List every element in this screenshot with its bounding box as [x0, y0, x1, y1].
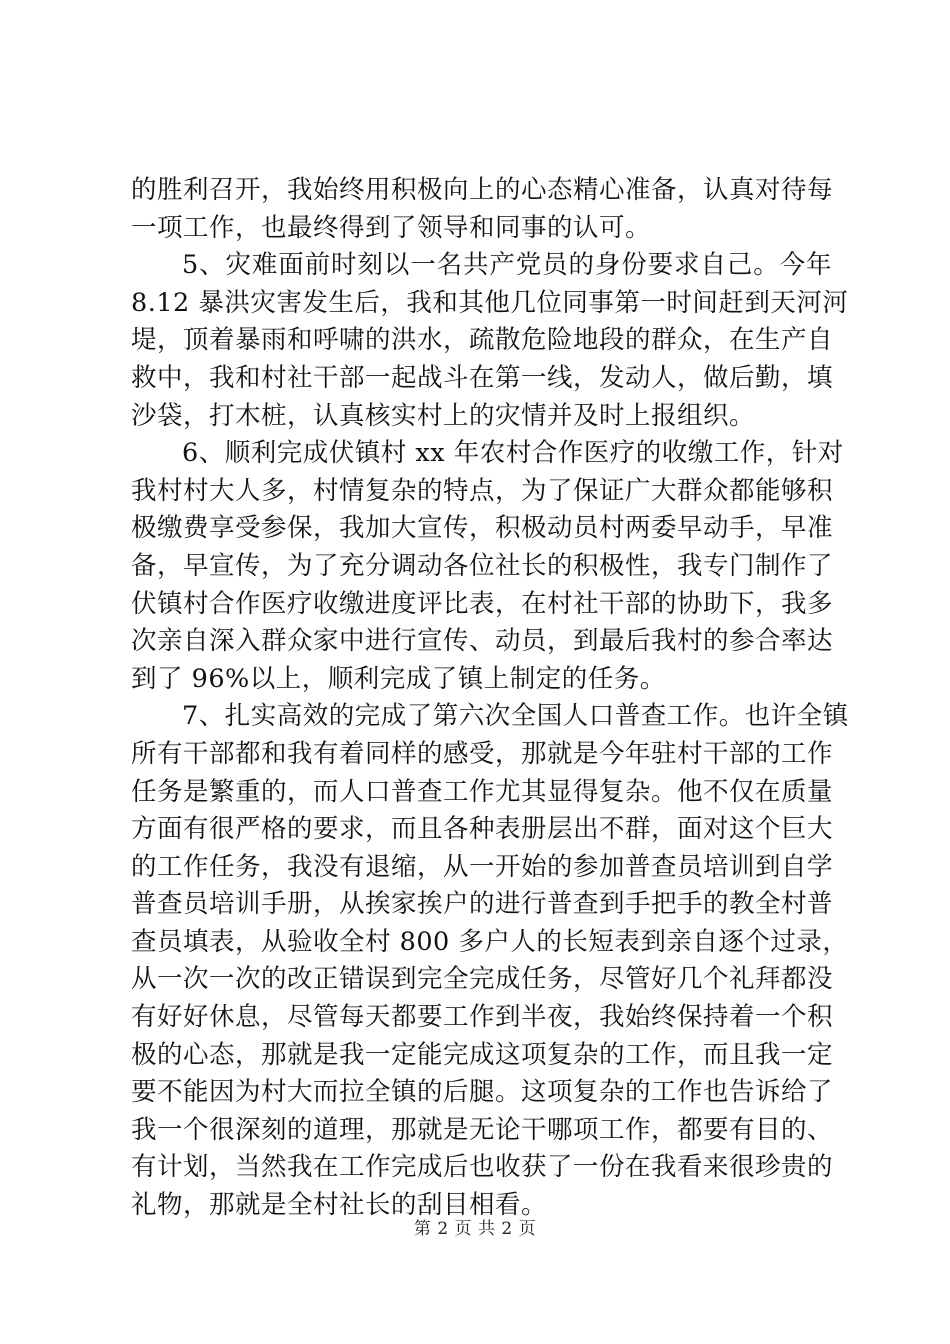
text-line: 方面有很严格的要求，而且各种表册层出不群，面对这个巨大: [131, 814, 834, 845]
text-line: 有好好休息，尽管每天都要工作到半夜，我始终保持着一个积: [131, 1002, 834, 1033]
text-line: 8.12 暴洪灾害发生后，我和其他几位同事第一时间赶到天河河: [131, 287, 849, 318]
text-line: 的工作任务，我没有退缩，从一开始的参加普查员培训到自学: [131, 851, 834, 882]
text-line: 极缴费享受参保，我加大宣传，积极动员村两委早动手，早准: [131, 513, 834, 544]
text-line: 伏镇村合作医疗收缴进度评比表，在村社干部的协助下，我多: [131, 588, 834, 619]
text-line: 查员填表，从验收全村 800 多户人的长短表到亲自逐个过录，: [131, 926, 849, 957]
text-line: 所有干部都和我有着同样的感受，那就是今年驻村干部的工作: [131, 738, 834, 769]
text-line: 一项工作，也最终得到了领导和同事的认可。: [131, 212, 652, 243]
text-line: 极的心态，那就是我一定能完成这项复杂的工作，而且我一定: [131, 1039, 834, 1070]
section-6-heading-line: 6、顺利完成伏镇村 xx 年农村合作医疗的收缴工作，针对: [182, 438, 844, 469]
page-number-footer: 第 2 页 共 2 页: [413, 1219, 537, 1239]
text-line: 到了 96%以上，顺利完成了镇上制定的任务。: [131, 663, 666, 694]
text-line: 备，早宣传，为了充分调动各位社长的积极性，我专门制作了: [131, 550, 834, 581]
text-line: 的胜利召开，我始终用积极向上的心态精心准备，认真对待每: [131, 175, 834, 205]
text-line: 要不能因为村大而拉全镇的后腿。这项复杂的工作也告诉给了: [131, 1077, 834, 1108]
text-line: 次亲自深入群众家中进行宣传、动员，到最后我村的参合率达: [131, 626, 834, 657]
document-body: [131, 172, 849, 1225]
text-line: 我一个很深刻的道理，那就是无论干哪项工作，都要有目的、: [131, 1114, 834, 1145]
text-line: 堤，顶着暴雨和呼啸的洪水，疏散危险地段的群众，在生产自: [131, 325, 834, 356]
section-7-heading-line: 7、扎实高效的完成了第六次全国人口普查工作。也许全镇: [182, 701, 849, 732]
text-line: 救中，我和村社干部一起战斗在第一线，发动人，做后勤，填: [131, 362, 834, 393]
text-line: 我村村大人多，村情复杂的特点，为了保证广大群众都能够积: [131, 475, 834, 506]
text-line: 有计划，当然我在工作完成后也收获了一份在我看来很珍贵的: [131, 1152, 834, 1183]
text-line: 任务是繁重的，而人口普查工作尤其显得复杂。他不仅在质量: [131, 776, 834, 807]
text-line: 沙袋，打木桩，认真核实村上的灾情并及时上报组织。: [131, 400, 756, 431]
text-line: 礼物，那就是全村社长的刮目相看。: [131, 1190, 548, 1221]
text-line: 从一次一次的改正错误到完全完成任务，尽管好几个礼拜都没: [131, 964, 834, 995]
text-line: 普查员培训手册，从挨家挨户的进行普查到手把手的教全村普: [131, 889, 834, 920]
section-5-heading-line: 5、灾难面前时刻以一名共产党员的身份要求自己。今年: [182, 250, 832, 281]
